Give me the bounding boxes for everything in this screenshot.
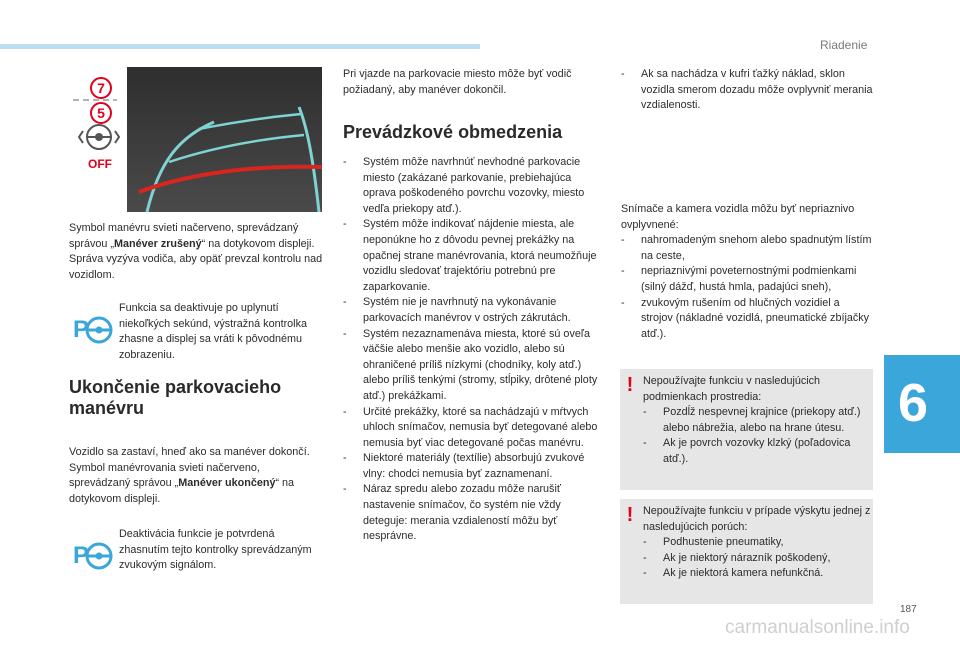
page-number: 187 — [900, 604, 917, 615]
info-block-deactivation — [69, 301, 324, 361]
warning-box-faults — [620, 499, 873, 604]
list-item: - Ak je niektorý nárazník poškodený, — [643, 551, 871, 567]
para-text: “ na dotykovom displeji. — [201, 237, 315, 250]
message-finished: Manéver ukončený — [178, 477, 276, 490]
heading-limitations: Prevádzkové obmedzenia — [343, 122, 563, 142]
parking-steering-icon — [69, 533, 113, 577]
list-item: - Niektoré materiály (textílie) absorbujú zvukové vlny: chodci nemusia byť zaznamenaní. — [343, 451, 601, 482]
watermark: carmanualsonline.info — [725, 617, 910, 638]
off-label: OFF — [88, 157, 112, 171]
limitations-list — [343, 155, 601, 545]
list-item: - Systém môže navrhnúť nevhodné parkovacie miesto (zakázané parkovanie, prebiehajúca oprava poškodeného povrchu vozovky, miesto vedľa priekopy atď.). — [343, 155, 601, 217]
list-item: - nahromadeným snehom alebo spadnutým lístím na ceste, — [621, 233, 873, 264]
limitations-list-continued — [621, 67, 873, 114]
warning-body — [643, 504, 871, 582]
chapter-number: 6 — [898, 373, 929, 433]
chapter-tab — [884, 355, 960, 453]
warning-text: Nepoužívajte funkciu v prípade výskytu jednej z nasledujúcich porúch: — [643, 505, 871, 533]
rear-camera-image — [69, 67, 322, 212]
list-item: - Systém nie je navrhnutý na vykonávanie parkovacích manévrov v ostrých zákrutách. — [343, 295, 601, 326]
section-title: Riadenie — [820, 38, 868, 52]
para-text: “ na dotykovom displeji. — [69, 477, 295, 505]
para-text: Vozidlo sa zastaví, hneď ako sa manéver dokončí. — [69, 446, 310, 458]
info-block-confirmation — [69, 527, 324, 579]
maneuver-finished-description — [69, 445, 324, 507]
distance-marker-bottom: 5 — [97, 105, 105, 121]
list-item: - Pozdĺž nespevnej krajnice (priekopy atď.) alebo nábrežia, alebo na hrane útesu. — [643, 405, 871, 436]
heading-end-maneuver: Ukončenie parkovacieho manévru — [69, 377, 282, 418]
para-text: Symbol manévru svieti načerveno, sprevádzaný správou „ — [69, 222, 299, 250]
intro-paragraph: Pri vjazde na parkovacie miesto môže byť vodič požiadaný, aby manéver dokončil. — [343, 68, 572, 96]
warning-body — [643, 374, 871, 468]
list-item: - Ak je niektorá kamera nefunkčná. — [643, 566, 871, 582]
warning-icon: ! — [626, 374, 634, 396]
conditions-list — [621, 233, 873, 342]
warning-box-environment — [620, 369, 873, 490]
sensor-conditions — [621, 202, 873, 342]
parking-steering-icon — [69, 307, 113, 351]
list-item: - Ak sa nachádza v kufri ťažký náklad, sklon vozidla smerom dozadu môže ovplyvniť merania vzdialenosti. — [621, 67, 873, 114]
distance-marker-top: 7 — [97, 80, 105, 96]
list-item: - Podhustenie pneumatiky, — [643, 535, 871, 551]
info-text: Deaktivácia funkcie je potvrdená zhasnutím tejto kontrolky sprevádzaným zvukovým signálom. — [119, 528, 312, 572]
svg-text:P: P — [73, 316, 90, 343]
warning-icon: ! — [626, 504, 634, 526]
warning-list — [643, 405, 871, 467]
para-text: Správa vyzýva vodiča, aby opäť prevzal kontrolu nad vozidlom. — [69, 253, 323, 281]
list-item: - zvukovým rušením od hlučných vozidiel a strojov (nákladné vozidlá, pneumatické zbíjačky atď.). — [621, 296, 873, 343]
svg-text:P: P — [73, 542, 90, 569]
list-item: - Ak je povrch vozovky klzký (poľadovica atď.). — [643, 436, 871, 467]
list-item: - Systém nezaznamenáva miesta, ktoré sú oveľa väčšie alebo menšie ako vozidlo, alebo sú ohraničené príliš nízkymi (chodníky, koly atď.) alebo príliš tenkými (stromy, stĺpiky, drôtené ploty atď.) prekážkami. — [343, 327, 601, 405]
header-bar — [0, 44, 480, 49]
list-item: - Systém môže indikovať nájdenie miesta, ale neponúkne ho z dôvodu pevnej prekážky na opačnej strane manévrovania, ktorá neumožňuje vozidlu sledovať trajektóriu potrebnú pre zaparkovanie. — [343, 217, 601, 295]
warning-text: Nepoužívajte funkciu v nasledujúcich podmienkach prostredia: — [643, 375, 821, 403]
info-text: Funkcia sa deaktivuje po uplynutí niekoľkých sekúnd, výstražná kontrolka zhasne a displej sa vráti k pôvodnému zobrazeniu. — [119, 302, 307, 361]
para-text: Snímače a kamera vozidla môžu byť nepriaznivo ovplyvnené: — [621, 203, 855, 231]
message-cancelled: Manéver zrušený — [114, 237, 202, 250]
para-text: Symbol manévrovania svieti načerveno, sprevádzaný správou „ — [69, 461, 260, 490]
maneuver-cancelled-description — [69, 221, 324, 283]
list-item: - Náraz spredu alebo zozadu môže narušiť nastavenie snímačov, čo systém nie vždy deteguje: merania vzdialeností môžu byť nesprávne. — [343, 482, 601, 544]
warning-list — [643, 535, 871, 582]
list-item: - Určité prekážky, ktoré sa nachádzajú v mŕtvych uhloch snímačov, nemusia byť detegované alebo nemusia byť viac detegované počas manévru. — [343, 405, 601, 452]
list-item: - nepriaznivými poveternostnými podmienkami (silný dážď, hustá hmla, padajúci sneh), — [621, 264, 873, 295]
